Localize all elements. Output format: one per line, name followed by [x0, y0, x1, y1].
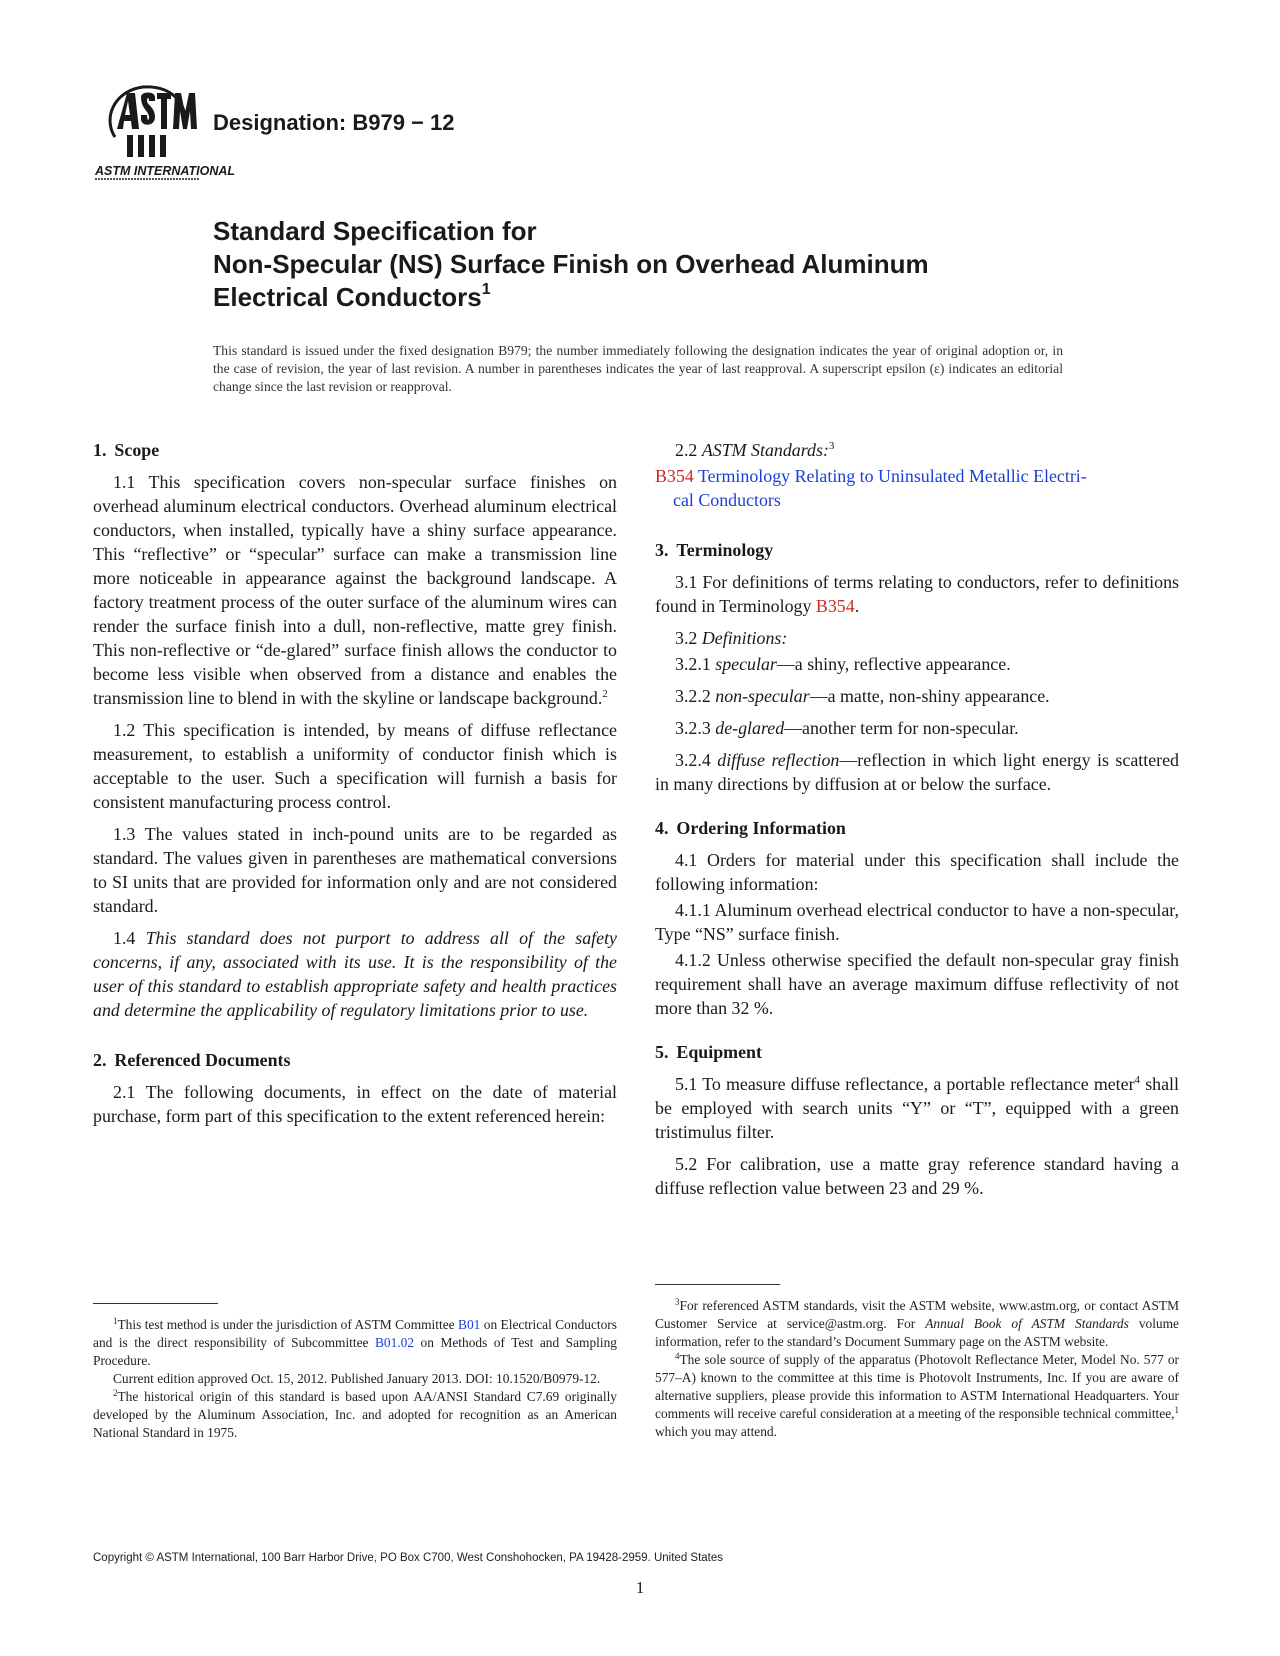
definition-number: 3.2.1 — [675, 654, 711, 674]
definition-text: —a shiny, reflective appearance. — [776, 654, 1011, 674]
definition-number: 3.2.4 — [675, 750, 711, 770]
ref-title-link-cont[interactable]: cal Conductors — [673, 490, 781, 510]
paragraph-4-1: 4.1 Orders for material under this specification shall include the following information: — [655, 850, 1179, 894]
ref-title-link[interactable]: Terminology Relating to Uninsulated Metallic Electri- — [697, 466, 1087, 486]
paragraph-1-1 — [93, 470, 617, 710]
paragraph-5-2: 5.2 For calibration, use a matte gray reference standard having a diffuse reflection value between 23 and 29 %. — [655, 1154, 1179, 1198]
section-heading-terminology — [655, 538, 1179, 562]
footnote-mark: 1 — [113, 1316, 118, 1326]
page-number: 1 — [635, 1578, 645, 1597]
footnote-4 — [655, 1351, 1179, 1441]
paragraph-3-2 — [655, 626, 1179, 650]
definition-term: specular — [715, 654, 777, 674]
footnote-text: The sole source of supply of the apparatus (Photovolt Reflectance Meter, Model No. 577 or 577–A) known to the committee at this time is Photovolt Instruments, Inc. If you are aware of alternative suppliers, please provide this information to ASTM International Headquarters. Your comments will receive careful consideration at a meeting of the responsible technical committee, — [655, 1352, 1179, 1421]
definition-number: 3.2.3 — [675, 718, 711, 738]
copyright-notice: Copyright © ASTM International, 100 Barr Harbor Drive, PO Box C700, West Conshohocken, PA 19428-2959. United States — [93, 1552, 724, 1564]
section-title: Equipment — [676, 1042, 762, 1062]
paragraph-number: 1.4 — [113, 928, 136, 948]
title-line-3 — [213, 281, 1173, 314]
issuance-notice: This standard is issued under the fixed designation B979; the number immediately following the designation indicates the year of original adoption or, in the case of revision, the year of last revision. A number in parentheses indicates the year of last reapproval. A superscript epsilon (ε) indicates an editorial change since the last revision or reapproval. — [213, 343, 1063, 394]
section-number: 4. — [655, 818, 669, 838]
section-heading-equipment — [655, 1040, 1179, 1064]
paragraph-text-cont: shall be employed with search units “Y” or “T”, equipped with a green tristimulus filter. — [655, 1074, 1179, 1142]
section-title: Scope — [114, 440, 160, 460]
footnote-text-end: on Methods of Test and Sampling Procedure. — [93, 1335, 617, 1368]
footnote-ref-4[interactable]: 4 — [1134, 1074, 1141, 1086]
paragraph-heading: ASTM Standards: — [701, 440, 829, 460]
footnote-text-cont: on Electrical Conductors and is the direct responsibility of Subcommittee — [93, 1317, 617, 1350]
definition-term: de-glared — [715, 718, 785, 738]
footnotes-left — [93, 1316, 617, 1442]
paragraph-4-1-1: 4.1.1 Aluminum overhead electrical conductor to have a non-specular, Type “NS” surface finish. — [655, 900, 1179, 944]
definition-number: 3.2.2 — [675, 686, 711, 706]
definition-specular — [655, 652, 1179, 676]
paragraph-text: 5.1 To measure diffuse reflectance, a portable reflectance meter — [675, 1074, 1135, 1094]
footnote-text-cont: volume information, refer to the standard’s Document Summary page on the ASTM website. — [655, 1316, 1179, 1349]
title-line-1: Standard Specification for — [213, 216, 537, 246]
section-heading-ordering-information — [655, 816, 1179, 840]
section-heading-referenced-documents — [93, 1048, 617, 1072]
paragraph-text: 3.1 For definitions of terms relating to conductors, refer to definitions found in Terminology — [655, 572, 1179, 616]
left-column — [93, 438, 617, 1136]
committee-b01-link[interactable]: B01 — [458, 1317, 481, 1332]
footnote-rule-left — [93, 1303, 218, 1304]
paragraph-2-1: 2.1 The following documents, in effect on the date of material purchase, form part of this specification to the extent referenced herein: — [93, 1082, 617, 1126]
footnote-ref-3[interactable]: 3 — [828, 440, 835, 452]
paragraph-heading: Definitions: — [701, 628, 788, 648]
logo-wordmark: ASTM INTERNATIONAL — [95, 164, 236, 178]
title-footnote-mark[interactable]: 1 — [481, 281, 491, 298]
definition-term: diffuse reflection — [717, 750, 840, 770]
footnote-mark: 4 — [675, 1351, 680, 1361]
paragraph-1-4 — [93, 926, 617, 1022]
section-heading-scope — [93, 438, 617, 462]
footnote-mark: 2 — [113, 1388, 118, 1398]
section-title: Referenced Documents — [114, 1050, 291, 1070]
document-title — [213, 215, 1173, 314]
title-line-2: Non-Specular (NS) Surface Finish on Overhead Aluminum — [213, 249, 929, 279]
subcommittee-b01-02-link[interactable]: B01.02 — [375, 1335, 415, 1350]
designation: Designation: B979 − 12 — [213, 110, 455, 135]
section-number: 5. — [655, 1042, 669, 1062]
referenced-standard-b354[interactable] — [655, 464, 1179, 512]
paragraph-1-3: 1.3 The values stated in inch-pound units are to be regarded as standard. The values given in parentheses are mathematical conversions to SI units that are provided for information only and are not considered standard. — [93, 824, 617, 916]
footnote-text: For referenced ASTM standards, visit the ASTM website, www.astm.org, or contact ASTM Customer Service at service@astm.org. For — [655, 1298, 1179, 1331]
ref-code-link[interactable]: B354 — [655, 466, 694, 486]
paragraph-number: 2.2 — [675, 440, 698, 460]
paragraph-3-1: 3.1 For definitions of terms relating to conductors, refer to definitions found in Terminology B354. — [655, 572, 1179, 616]
safety-caveat: This standard does not purport to address all of the safety concerns, if any, associated with its use. It is the responsibility of the user of this standard to establish appropriate safety and health practices and determine the applicability of regulatory limitations prior to use. — [93, 928, 617, 1020]
footnote-mark: 3 — [675, 1297, 680, 1307]
footnote-ref-2[interactable]: 2 — [602, 688, 608, 700]
paragraph-4-1-2: 4.1.2 Unless otherwise specified the default non-specular gray finish requirement shall have an average maximum diffuse reflectivity of not more than 32 %. — [655, 950, 1179, 1018]
astm-international-logo — [93, 79, 236, 181]
section-title: Terminology — [676, 540, 774, 560]
paragraph-2-2 — [655, 438, 1179, 462]
footnote-1 — [93, 1316, 617, 1370]
footnotes-right — [655, 1297, 1179, 1441]
definition-non-specular — [655, 684, 1179, 708]
b354-link[interactable]: B354 — [815, 596, 855, 616]
footnote-ref-1[interactable]: 1 — [1174, 1405, 1179, 1415]
definition-text: —a matte, non-shiny appearance. — [809, 686, 1050, 706]
definition-text: —reflection in which light energy is scattered in many directions by diffusion at or below the surface. — [655, 750, 1179, 794]
annual-book-title: Annual Book of ASTM Standards — [925, 1316, 1129, 1331]
definition-text: —another term for non-specular. — [784, 718, 1019, 738]
footnote-1-edition: Current edition approved Oct. 15, 2012. Published January 2013. DOI: 10.1520/B0979-12. — [113, 1371, 601, 1386]
paragraph-number: 3.2 — [675, 628, 698, 648]
footnote-text: This test method is under the jurisdiction of ASTM Committee — [117, 1317, 459, 1332]
section-number: 1. — [93, 440, 107, 460]
definition-diffuse-reflection — [655, 748, 1179, 796]
paragraph-5-1 — [655, 1072, 1179, 1144]
definition-de-glared — [655, 716, 1179, 740]
definition-term: non-specular — [715, 686, 810, 706]
footnote-2 — [93, 1388, 617, 1442]
footnote-text: The historical origin of this standard is based upon AA/ANSI Standard C7.69 originally developed by the Aluminum Association, Inc. and adopted for recognition as an American National Standard in 1975. — [93, 1389, 617, 1440]
section-number: 3. — [655, 540, 669, 560]
paragraph-1-2: 1.2 This specification is intended, by means of diffuse reflectance measurement, to establish a uniformity of conductor finish which is acceptable to the user. Such a specification will furnish a basis for consistent manufacturing process control. — [93, 720, 617, 812]
section-number: 2. — [93, 1050, 107, 1070]
right-column — [655, 438, 1179, 1208]
section-title: Ordering Information — [676, 818, 846, 838]
title-line-3-text: Electrical Conductors — [213, 282, 482, 312]
footnote-rule-right — [655, 1284, 780, 1285]
footnote-3 — [655, 1297, 1179, 1351]
footnote-text-cont: which you may attend. — [655, 1424, 777, 1439]
paragraph-text: 1.1 This specification covers non-specular surface finishes on overhead aluminum electrical conductors. Overhead aluminum electrical conductors, when installed, typically have a shiny surface appearance. This “reflective” or “specular” surface can make a transmission line more noticeable in appearance against the background landscape. A factory treatment process of the outer surface of the aluminum wires can render the surface finish into a dull, non-reflective, matte grey finish. This non-reflective or “de-glared” surface finish allows the conductor to become less visible when observed from a distance and enables the transmission line to blend in with the skyline or landscape background. — [93, 472, 617, 708]
